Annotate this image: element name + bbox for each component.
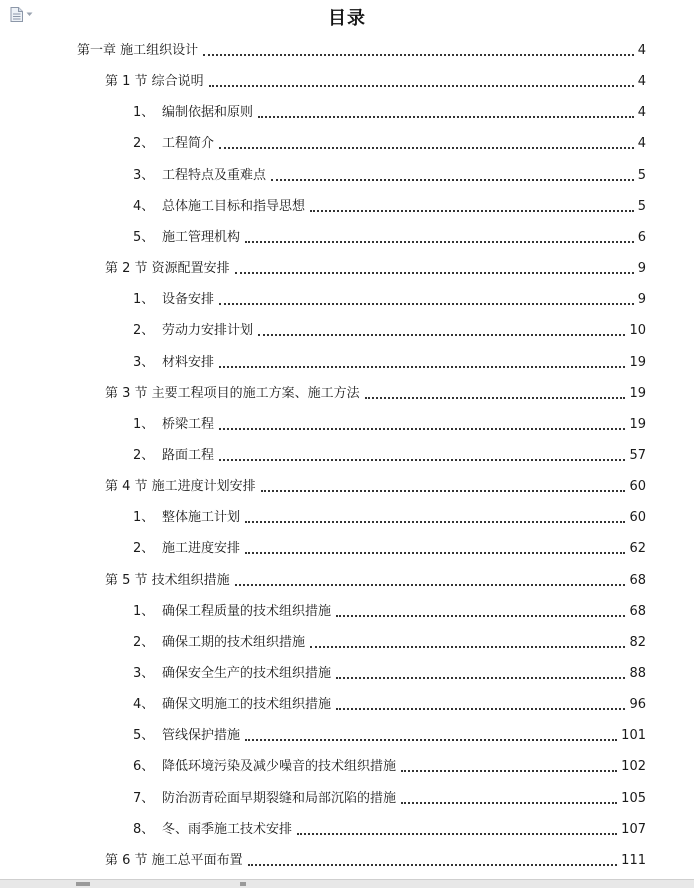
toc-entry-page-number: 19 (629, 416, 646, 432)
dot-leader (248, 864, 618, 866)
toc-entry[interactable] (133, 133, 646, 153)
toc-entry-page-number: 5 (637, 167, 646, 183)
toc-entry-title: 施工进度安排 (162, 541, 241, 557)
toc-entry-page-number: 4 (637, 43, 646, 58)
scroll-marker (240, 882, 246, 886)
toc-entry-title: 劳动力安排计划 (162, 323, 254, 339)
toc-entry[interactable] (133, 102, 646, 122)
toc-entry-page-number: 60 (629, 479, 646, 495)
dot-leader (219, 428, 625, 430)
toc-entry[interactable] (133, 445, 646, 465)
dot-leader (336, 677, 625, 679)
dot-leader (336, 708, 625, 710)
toc-entry-number: 4、 (133, 198, 155, 214)
toc-entry-page-number: 111 (621, 852, 646, 868)
toc-entry[interactable] (133, 694, 646, 714)
dot-leader (245, 739, 617, 741)
toc-entry-title: 第 3 节 主要工程项目的施工方案、施工方法 (105, 385, 360, 401)
toc-entry[interactable] (133, 289, 646, 309)
toc-entry-number: 2、 (133, 541, 155, 557)
toc-entry-number: 2、 (133, 447, 155, 463)
toc-entry-title: 第 2 节 资源配置安排 (105, 261, 230, 277)
toc-entry-title: 设备安排 (162, 292, 215, 308)
toc-entry-number: 2、 (133, 323, 155, 339)
toc-entry-page-number: 60 (629, 510, 646, 526)
toc-entry[interactable] (133, 725, 646, 745)
dot-leader (245, 552, 625, 554)
dot-leader (261, 490, 626, 492)
toc-entry[interactable] (105, 850, 646, 870)
toc-entry-title: 工程简介 (162, 136, 215, 152)
toc-entry-page-number: 9 (637, 261, 646, 277)
dot-leader (219, 366, 625, 368)
dot-leader (401, 802, 617, 804)
toc-entry[interactable] (133, 227, 646, 247)
dot-leader (310, 646, 625, 648)
toc-entry[interactable] (133, 414, 646, 434)
toc-entry[interactable] (105, 71, 646, 91)
toc-entry[interactable] (133, 320, 646, 340)
toc-entry-page-number: 96 (629, 697, 646, 713)
toc-entry-page-number: 6 (637, 229, 646, 245)
toc-entry-page-number: 10 (629, 323, 646, 339)
toc-entry[interactable] (133, 196, 646, 216)
toc-entry[interactable] (133, 663, 646, 683)
toc-entry-number: 1、 (133, 510, 155, 526)
toc-entry-title: 编制依据和原则 (162, 105, 254, 121)
toc-entry-page-number: 101 (621, 728, 646, 744)
toc-entry-title: 桥梁工程 (162, 416, 215, 432)
toc-entry[interactable] (133, 632, 646, 652)
toc-entry-title: 确保工程质量的技术组织措施 (162, 603, 332, 619)
dot-leader (271, 179, 634, 181)
toc-entry[interactable] (133, 507, 646, 527)
dot-leader (203, 54, 634, 56)
toc-entry-title: 整体施工计划 (162, 510, 241, 526)
toc-entry[interactable] (133, 165, 646, 185)
toc-entry-page-number: 68 (629, 572, 646, 588)
page-title: 目录 (328, 8, 366, 29)
dot-leader (245, 521, 625, 523)
toc-entry-title: 总体施工目标和指导思想 (162, 198, 306, 214)
toc-entry[interactable] (133, 538, 646, 558)
toc-entry-number: 2、 (133, 634, 155, 650)
toc-entry-title: 冬、雨季施工技术安排 (162, 821, 293, 837)
toc-entry[interactable] (133, 819, 646, 839)
toc-entry[interactable] (133, 601, 646, 621)
horizontal-scrollbar[interactable] (0, 879, 694, 888)
dot-leader (219, 459, 625, 461)
toc-entry-number: 5、 (133, 229, 155, 245)
dot-leader (235, 584, 626, 586)
toc-entry-title: 降低环境污染及减少噪音的技术组织措施 (162, 759, 397, 775)
toc-entry-number: 5、 (133, 728, 155, 744)
toc-entry-title: 第一章 施工组织设计 (77, 43, 199, 58)
toc-entry-number: 3、 (133, 666, 155, 681)
dot-leader (297, 833, 617, 835)
toc-entry[interactable] (105, 570, 646, 590)
toc-entry-title: 确保工期的技术组织措施 (162, 634, 306, 650)
toc-entry-page-number: 4 (637, 136, 646, 152)
toc-entry-number: 1、 (133, 105, 155, 121)
toc-entry[interactable] (105, 258, 646, 278)
toc-entry-page-number: 82 (629, 634, 646, 650)
toc-entry[interactable] (133, 756, 646, 776)
toc-entry-title: 确保安全生产的技术组织措施 (162, 666, 332, 681)
dot-leader (258, 334, 625, 336)
toc-entry[interactable] (133, 788, 646, 808)
toc-entry-title: 路面工程 (162, 447, 215, 463)
toc-entry[interactable] (105, 383, 646, 403)
dot-leader (209, 85, 634, 87)
dot-leader (258, 116, 634, 118)
toc-entry-title: 第 4 节 施工进度计划安排 (105, 479, 256, 495)
dot-leader (401, 770, 617, 772)
toc-entry-page-number: 62 (629, 541, 646, 557)
toc-entry-title: 第 6 节 施工总平面布置 (105, 852, 243, 868)
toc-entry-page-number: 102 (621, 759, 646, 775)
toc-entry-number: 1、 (133, 603, 155, 619)
dot-leader (245, 241, 634, 243)
toc-entry-number: 3、 (133, 354, 155, 370)
toc-entry-title: 第 5 节 技术组织措施 (105, 572, 230, 588)
toc-entry-title: 管线保护措施 (162, 728, 241, 744)
toc-entry-page-number: 105 (621, 790, 646, 806)
toc-entry-number: 3、 (133, 167, 155, 183)
dot-leader (310, 210, 634, 212)
toc-entry-number: 2、 (133, 136, 155, 152)
toc-entry-title: 防治沥青砼面早期裂缝和局部沉陷的措施 (162, 790, 397, 806)
toc-entry-page-number: 4 (637, 105, 646, 121)
toc-entry[interactable] (105, 476, 646, 496)
toc-entry-page-number: 68 (629, 603, 646, 619)
toc-entry-page-number: 4 (637, 74, 646, 90)
toc-entry-number: 6、 (133, 759, 155, 775)
toc-entry-number: 1、 (133, 416, 155, 432)
scroll-marker (76, 882, 90, 886)
toc-entry-title: 确保文明施工的技术组织措施 (162, 697, 332, 713)
toc-entry-page-number: 5 (637, 198, 646, 214)
toc-entry-page-number: 19 (629, 354, 646, 370)
toc-entry-title: 第 1 节 综合说明 (105, 74, 204, 90)
toc-entry-page-number: 57 (629, 447, 646, 463)
toc-entry-page-number: 88 (629, 666, 646, 681)
toc-entry[interactable] (133, 352, 646, 372)
toc-entry-title: 工程特点及重难点 (162, 167, 267, 183)
toc-entry-title: 施工管理机构 (162, 229, 241, 245)
toc-entry-title: 材料安排 (162, 354, 215, 370)
toc-entry-page-number: 19 (629, 385, 646, 401)
toc-entry-page-number: 107 (621, 821, 646, 837)
toc-entry-page-number: 9 (637, 292, 646, 308)
toc-entry-number: 8、 (133, 821, 155, 837)
toc-entry[interactable] (77, 40, 646, 60)
dot-leader (235, 272, 634, 274)
dot-leader (219, 147, 634, 149)
dot-leader (365, 397, 626, 399)
toc-entry-number: 1、 (133, 292, 155, 308)
dot-leader (219, 303, 634, 305)
toc-entry-number: 4、 (133, 697, 155, 713)
toc-entry-number: 7、 (133, 790, 155, 806)
dot-leader (336, 615, 625, 617)
